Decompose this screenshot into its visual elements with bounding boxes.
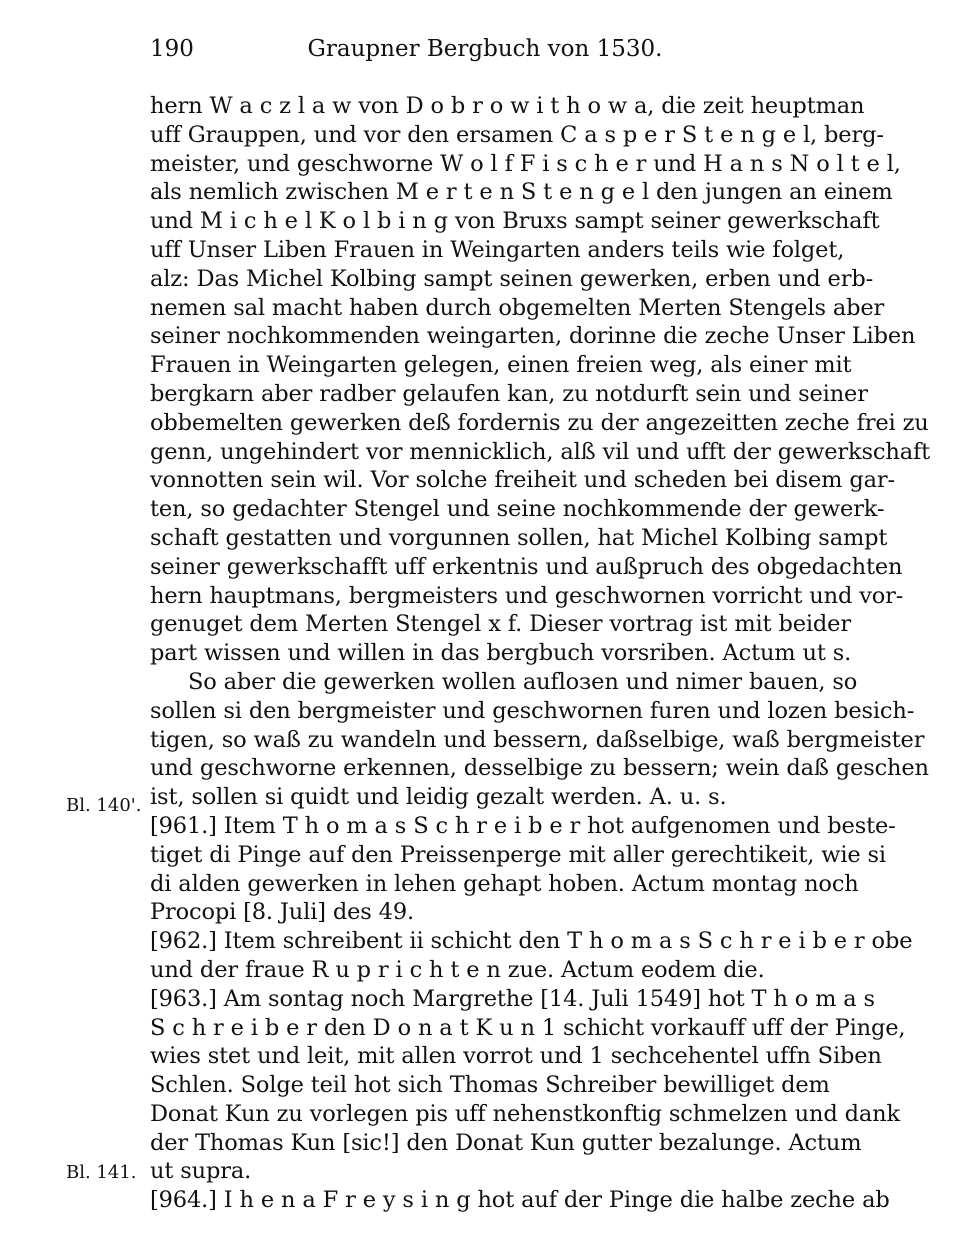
text-line: und M i c h e l K o l b i n g von Bruxs sampt seiner gewerkschaft <box>150 208 880 235</box>
text-line: ist, sollen si quidt und leidig gezalt werden. A. u. s. <box>150 784 727 811</box>
text-line: wies stet und leit, mit allen vorrot und 1 sechcehentel uffn Siben <box>150 1043 882 1070</box>
text-line: hern W a c z l a w von D o b r o w i t h o w a, die zeit heuptman <box>150 93 865 119</box>
text-line: S c h r e i b e r den D o n a t K u n 1 schicht vorkauff uff der Pinge, <box>150 1014 906 1041</box>
text-line: meister, und geschworne W o l f F i s c h e r und H a n s N o l t e l, <box>150 150 901 177</box>
text-line: seiner gewerkschafft uff erkentnis und außpruch des obgedachten <box>150 553 903 580</box>
margin-note-folio-140v: Bl. 140'. <box>66 795 142 816</box>
entry-962-line: [962.] Item schreibent ii schicht den T h o m a s S c h r e i b e r obe <box>150 928 913 955</box>
text-line: vonnotten sein wil. Vor solche freiheit und scheden bei disem gar- <box>150 467 895 494</box>
text-line: ut supra. <box>150 1158 252 1185</box>
text-line: bergkarn aber radber gelaufen kan, zu notdurft sein und seiner <box>150 380 868 407</box>
text-line: part wissen und willen in das bergbuch vorsriben. Actum ut s. <box>150 640 852 667</box>
entry-961-line: [961.] Item T h o m a s S c h r e i b e r hot aufgenomen und beste- <box>150 812 896 839</box>
text-line: uff Unser Liben Frauen in Weingarten anders teils wie folget, <box>150 236 845 263</box>
text-line: seiner nochkommenden weingarten, dorinne die zeche Unser Liben <box>150 323 916 350</box>
text-line: Procopi [8. Juli] des 49. <box>150 899 415 926</box>
text-line: als nemlich zwischen M e r t e n S t e n g e l den jungen an einem <box>150 179 893 206</box>
page-number: 190 <box>150 36 194 62</box>
entry-963-line: [963.] Am sontag noch Margrethe [14. Juli 1549] hot T h o m a s <box>150 985 875 1012</box>
running-title: Graupner Bergbuch von 1530. <box>307 36 663 62</box>
text-line: genuget dem Merten Stengel x f. Dieser vortrag ist mit beider <box>150 611 851 638</box>
text-line: tigen, so waß zu wandeln und bessern, daßselbige, waß bergmeister <box>150 726 925 753</box>
text-line: schaft gestatten und vorgunnen sollen, hat Michel Kolbing sampt <box>150 524 888 551</box>
text-line: ten, so gedachter Stengel und seine nochkommende der gewerk- <box>150 496 885 523</box>
page-header <box>150 36 820 72</box>
entry-964-line: [964.] I h e n a F r e y s i n g hot auf der Pinge die halbe zeche ab <box>150 1187 890 1214</box>
text-line: di alden gewerken in lehen gehapt hoben. Actum montag noch <box>150 870 859 897</box>
text-line: und geschworne erkennen, desselbige zu bessern; wein daß geschen <box>150 755 929 782</box>
text-line: Schlen. Solge teil hot sich Thomas Schreiber bewilliget dem <box>150 1072 830 1099</box>
text-line: sollen si den bergmeister und geschwornen furen und lozen besich- <box>150 697 915 724</box>
text-line: hern hauptmans, bergmeisters und geschwornen vorricht und vor- <box>150 582 904 609</box>
text-line: nemen sal macht haben durch obgemelten Merten Stengels aber <box>150 294 885 321</box>
text-line: Donat Kun zu vorlegen pis uff nehenstkonftig schmelzen und dank <box>150 1100 900 1127</box>
body-text <box>150 92 931 1215</box>
text-line: tiget di Pinge auf den Preissenperge mit aller gerechtikeit, wie si <box>150 841 886 868</box>
text-line: genn, ungehindert vor mennicklich, alß vil und ufft der gewerkschaft <box>150 438 931 465</box>
text-line: der Thomas Kun [sic!] den Donat Kun gutter bezalunge. Actum <box>150 1129 862 1156</box>
margin-note-folio-141: Bl. 141. <box>66 1162 137 1183</box>
text-line: alz: Das Michel Kolbing sampt seinen gewerken, erben und erb- <box>150 265 874 292</box>
text-line: obbemelten gewerken deß fordernis zu der angezeitten zeche frei zu <box>150 409 929 436</box>
text-line: So aber die gewerken wollen aufloзen und nimer bauen, so <box>188 668 858 695</box>
text-line: uff Grauppen, und vor den ersamen C a s p e r S t e n g e l, berg- <box>150 121 884 148</box>
text-line: und der fraue R u p r i c h t e n zue. Actum eodem die. <box>150 956 765 983</box>
text-line: Frauen in Weingarten gelegen, einen freien weg, als einer mit <box>150 352 852 379</box>
